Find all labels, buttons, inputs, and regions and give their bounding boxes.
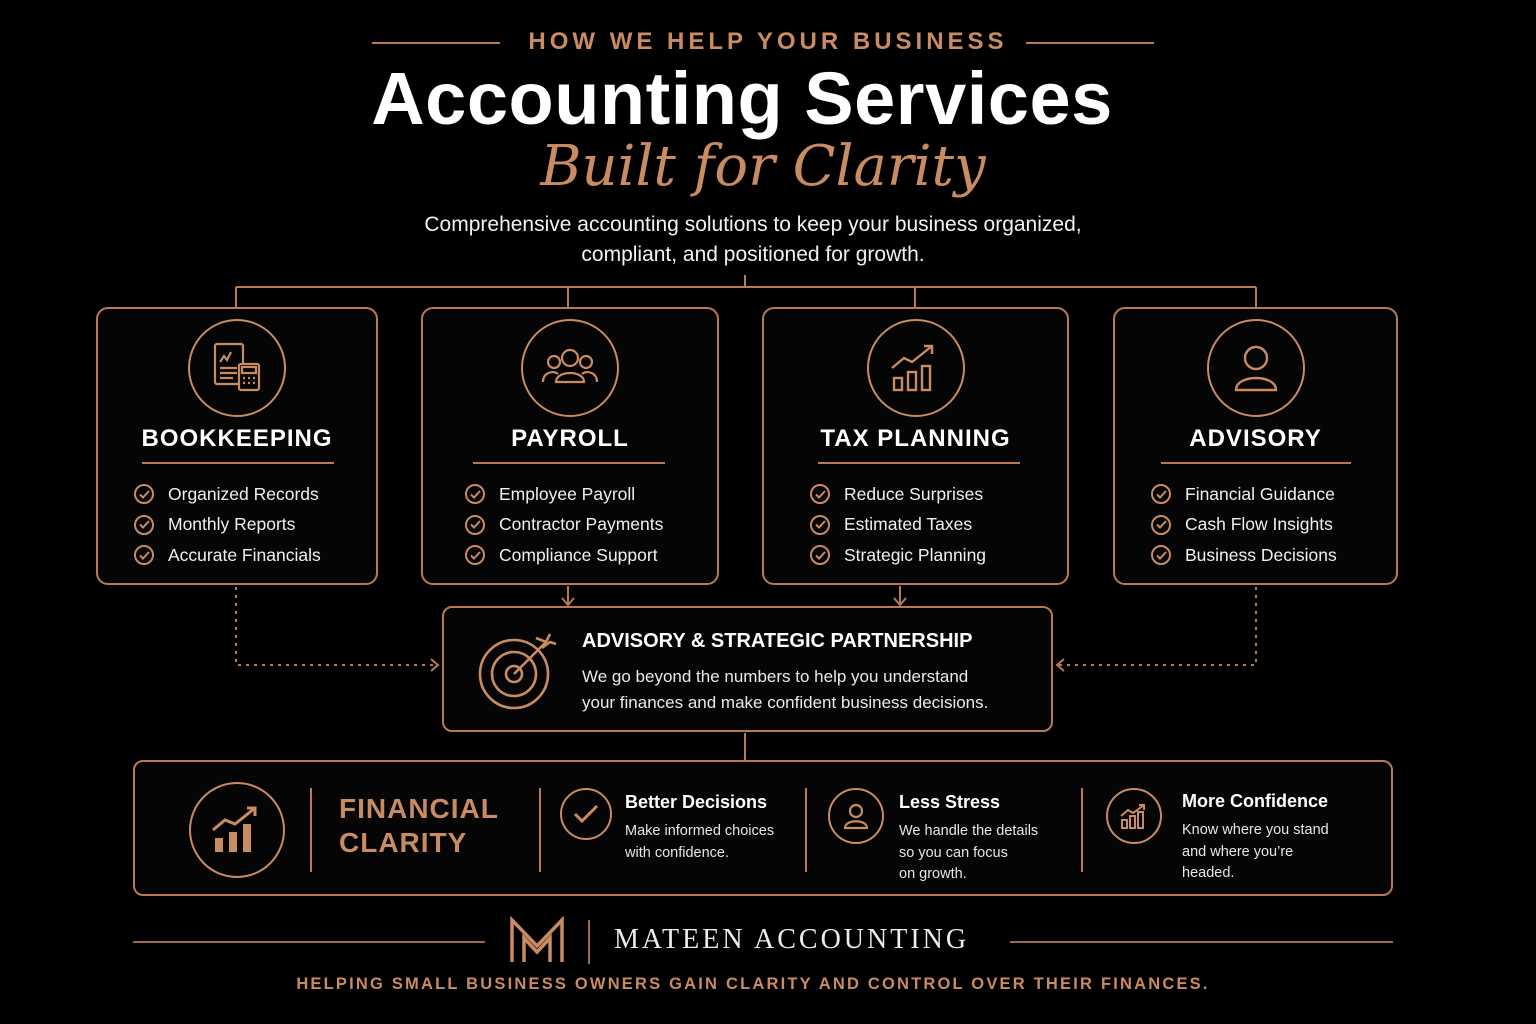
feature-label: Compliance Support bbox=[499, 544, 658, 565]
service-feature-list bbox=[1151, 479, 1337, 571]
check-icon bbox=[1151, 515, 1171, 535]
feature-label: Estimated Taxes bbox=[844, 514, 973, 535]
service-feature-list bbox=[810, 479, 986, 571]
result-line: Make informed choices bbox=[625, 823, 775, 839]
service-card-tax-planning bbox=[762, 307, 1069, 585]
feature-label: Monthly Reports bbox=[168, 514, 296, 535]
brand-logo bbox=[508, 916, 566, 971]
growth-chart-icon bbox=[867, 319, 965, 417]
page-description-line-1: Comprehensive accounting solutions to keep your business organized, bbox=[424, 213, 1082, 236]
feature-label: Employee Payroll bbox=[499, 483, 636, 504]
result-line: on growth. bbox=[899, 866, 967, 882]
service-feature-list bbox=[465, 479, 663, 571]
result-title: Less Stress bbox=[899, 792, 1001, 812]
check-circle-icon bbox=[560, 788, 612, 840]
list-item bbox=[810, 540, 986, 571]
growth-chart-icon bbox=[189, 782, 285, 878]
check-icon bbox=[810, 545, 830, 565]
service-card-bookkeeping bbox=[96, 307, 378, 585]
list-item bbox=[1151, 540, 1337, 571]
result-description bbox=[625, 821, 774, 864]
brand-divider bbox=[588, 920, 590, 964]
team-icon bbox=[521, 319, 619, 417]
list-item bbox=[134, 510, 321, 541]
financial-clarity-line-2: CLARITY bbox=[339, 827, 468, 858]
feature-label: Business Decisions bbox=[1185, 544, 1337, 565]
footer-line-left bbox=[133, 941, 485, 943]
result-line: headed. bbox=[1182, 865, 1235, 881]
list-item bbox=[134, 479, 321, 510]
title-divider bbox=[1161, 462, 1351, 464]
ledger-calculator-icon bbox=[188, 319, 286, 417]
title-divider bbox=[818, 462, 1020, 464]
result-line: so you can focus bbox=[899, 844, 1008, 861]
check-icon bbox=[134, 484, 154, 504]
title-divider bbox=[142, 462, 334, 464]
feature-label: Financial Guidance bbox=[1185, 483, 1335, 504]
footer-tagline: HELPING SMALL BUSINESS OWNERS GAIN CLARITY AND CONTROL OVER THEIR FINANCES. bbox=[296, 975, 1210, 993]
result-line: We handle the details bbox=[899, 823, 1039, 839]
list-item bbox=[465, 540, 663, 571]
partnership-panel bbox=[442, 606, 1053, 732]
page-subtitle-script: Built for Clarity bbox=[540, 134, 986, 199]
divider bbox=[1081, 788, 1083, 872]
result-description bbox=[1182, 820, 1329, 885]
feature-label: Organized Records bbox=[168, 483, 319, 504]
list-item bbox=[810, 479, 986, 510]
feature-label: Strategic Planning bbox=[844, 544, 987, 565]
financial-clarity-label bbox=[339, 792, 499, 860]
service-card-advisory bbox=[1113, 307, 1398, 585]
check-icon bbox=[134, 515, 154, 535]
list-item bbox=[1151, 510, 1337, 541]
list-item bbox=[810, 510, 986, 541]
check-icon bbox=[810, 484, 830, 504]
result-description bbox=[899, 821, 1038, 886]
partnership-title: ADVISORY & STRATEGIC PARTNERSHIP bbox=[582, 630, 973, 652]
person-icon bbox=[828, 788, 884, 844]
growth-chart-icon bbox=[1106, 788, 1162, 844]
target-arrow-icon bbox=[474, 626, 562, 719]
check-icon bbox=[1151, 484, 1171, 504]
divider bbox=[539, 788, 541, 872]
service-title: ADVISORY bbox=[1189, 425, 1322, 452]
service-feature-list bbox=[134, 479, 321, 571]
result-title: Better Decisions bbox=[625, 792, 768, 812]
feature-label: Cash Flow Insights bbox=[1185, 514, 1333, 535]
partnership-description bbox=[582, 664, 1042, 716]
list-item bbox=[1151, 479, 1337, 510]
check-icon bbox=[1151, 545, 1171, 565]
divider bbox=[310, 788, 312, 872]
feature-label: Contractor Payments bbox=[499, 514, 664, 535]
feature-label: Accurate Financials bbox=[168, 544, 321, 565]
service-card-payroll bbox=[421, 307, 719, 585]
service-title: BOOKKEEPING bbox=[141, 425, 333, 452]
result-title: More Confidence bbox=[1182, 791, 1329, 811]
check-icon bbox=[465, 515, 485, 535]
list-item bbox=[134, 540, 321, 571]
financial-clarity-line-1: FINANCIAL bbox=[339, 793, 499, 824]
page-title: Accounting Services bbox=[371, 57, 1113, 140]
result-line: with confidence. bbox=[625, 844, 729, 861]
partnership-line-1: We go beyond the numbers to help you understand bbox=[582, 667, 969, 686]
list-item bbox=[465, 479, 663, 510]
check-icon bbox=[465, 545, 485, 565]
check-icon bbox=[810, 515, 830, 535]
result-line: Know where you stand bbox=[1182, 822, 1329, 838]
service-title: TAX PLANNING bbox=[820, 425, 1011, 452]
check-icon bbox=[134, 545, 154, 565]
partnership-line-2: your finances and make confident business decisions. bbox=[582, 693, 989, 712]
list-item bbox=[465, 510, 663, 541]
divider bbox=[805, 788, 807, 872]
check-icon bbox=[465, 484, 485, 504]
eyebrow-text: HOW WE HELP YOUR BUSINESS bbox=[528, 28, 1008, 55]
page-description-line-2: compliant, and positioned for growth. bbox=[581, 243, 925, 266]
feature-label: Reduce Surprises bbox=[844, 483, 984, 504]
service-title: PAYROLL bbox=[511, 425, 629, 452]
title-divider bbox=[473, 462, 665, 464]
brand-name: MATEEN ACCOUNTING bbox=[614, 924, 970, 955]
footer-line-right bbox=[1010, 941, 1393, 943]
person-icon bbox=[1207, 319, 1305, 417]
results-panel bbox=[133, 760, 1393, 896]
result-line: and where you’re bbox=[1182, 843, 1294, 860]
